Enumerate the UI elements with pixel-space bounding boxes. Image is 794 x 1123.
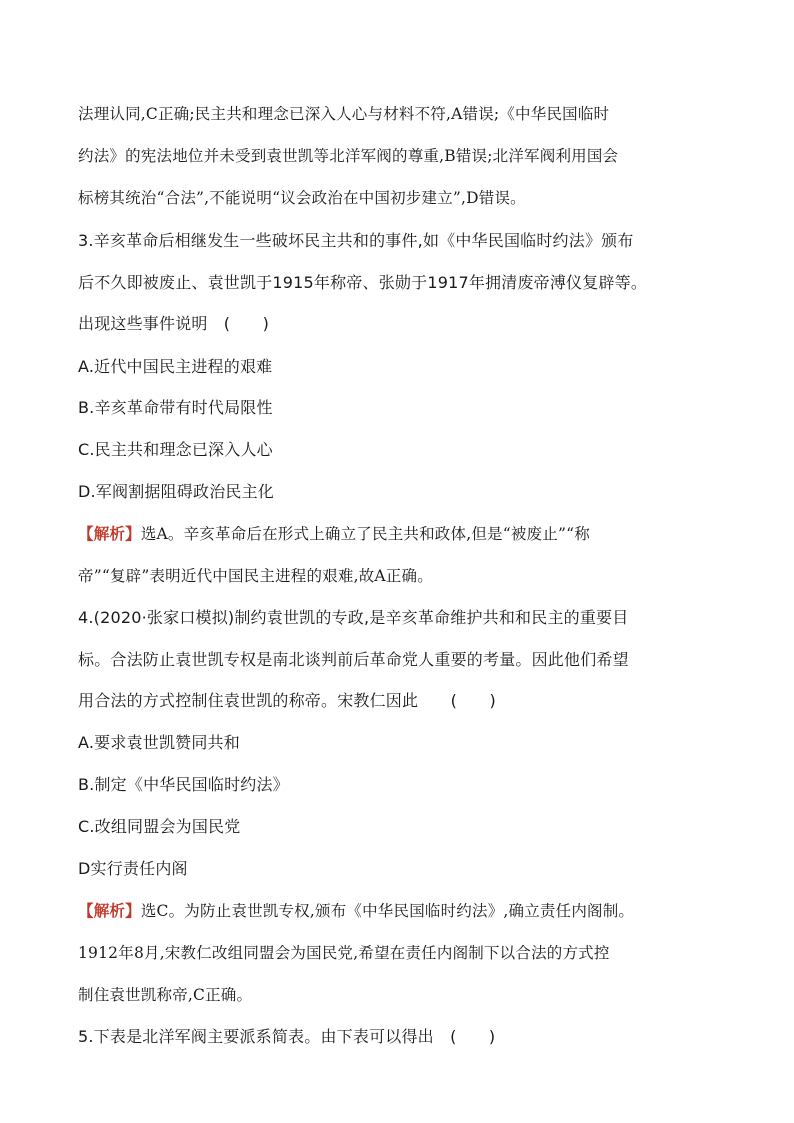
analysis-tag: 【解析】 bbox=[78, 525, 141, 543]
option-4a: A.要求袁世凯赞同共和 bbox=[78, 733, 240, 752]
option-4b: B.制定《中华民国临时约法》 bbox=[78, 775, 289, 794]
analysis-4-line-3: 制住袁世凯称帝,C正确。 bbox=[78, 986, 253, 1004]
option-3d: D.军阀割据阻碍政治民主化 bbox=[78, 482, 275, 501]
analysis-tag: 【解析】 bbox=[78, 902, 141, 920]
analysis-3-text: 选A。辛亥革命后在形式上确立了民主共和政体,但是“被废止”“称 bbox=[140, 525, 590, 543]
explanation-line-3: 标榜其统治“合法”,不能说明“议会政治在中国初步建立”,D错误。 bbox=[78, 189, 526, 207]
question-3-line-3: 出现这些事件说明 ( ) bbox=[78, 314, 270, 333]
option-3b: B.辛亥革命带有时代局限性 bbox=[78, 398, 273, 417]
analysis-3-line-1 bbox=[78, 524, 738, 544]
explanation-line-2: 约法》的宪法地位并未受到袁世凯等北洋军阀的尊重,B错误;北洋军阀利用国会 bbox=[78, 147, 619, 165]
option-4c: C.改组同盟会为国民党 bbox=[78, 817, 241, 836]
option-3c: C.民主共和理念已深入人心 bbox=[78, 440, 273, 459]
question-3-line-2: 后不久即被废止、袁世凯于1915年称帝、张勋于1917年拥清废帝溥仪复辟等。 bbox=[78, 273, 648, 292]
option-3a: A.近代中国民主进程的艰难 bbox=[78, 357, 273, 376]
analysis-4-text: 选C。为防止袁世凯专权,颁布《中华民国临时约法》,确立责任内阁制。 bbox=[140, 902, 635, 920]
question-4-line-1: 4.(2020·张家口模拟)制约袁世凯的专政,是辛亥革命维护共和和民主的重要目 bbox=[78, 608, 629, 627]
analysis-4-line-2: 1912年8月,宋教仁改组同盟会为国民党,希望在责任内阁制下以合法的方式控 bbox=[78, 944, 610, 962]
analysis-4-line-1 bbox=[78, 901, 738, 921]
question-4-line-2: 标。合法防止袁世凯专权是南北谈判前后革命党人重要的考量。因此他们希望 bbox=[78, 650, 629, 669]
question-5-line-1: 5.下表是北洋军阀主要派系简表。由下表可以得出 ( ) bbox=[78, 1027, 496, 1046]
option-4d: D实行责任内阁 bbox=[78, 859, 188, 878]
analysis-3-line-2: 帝”“复辟”表明近代中国民主进程的艰难,故A正确。 bbox=[78, 567, 433, 585]
question-4-line-3: 用合法的方式控制住袁世凯的称帝。宋教仁因此 ( ) bbox=[78, 691, 496, 710]
explanation-line-1: 法理认同,C正确;民主共和理念已深入人心与材料不符,A错误;《中华民国临时 bbox=[78, 105, 610, 123]
question-3-line-1: 3.辛亥革命后相继发生一些破坏民主共和的事件,如《中华民国临时约法》颁布 bbox=[78, 231, 634, 250]
